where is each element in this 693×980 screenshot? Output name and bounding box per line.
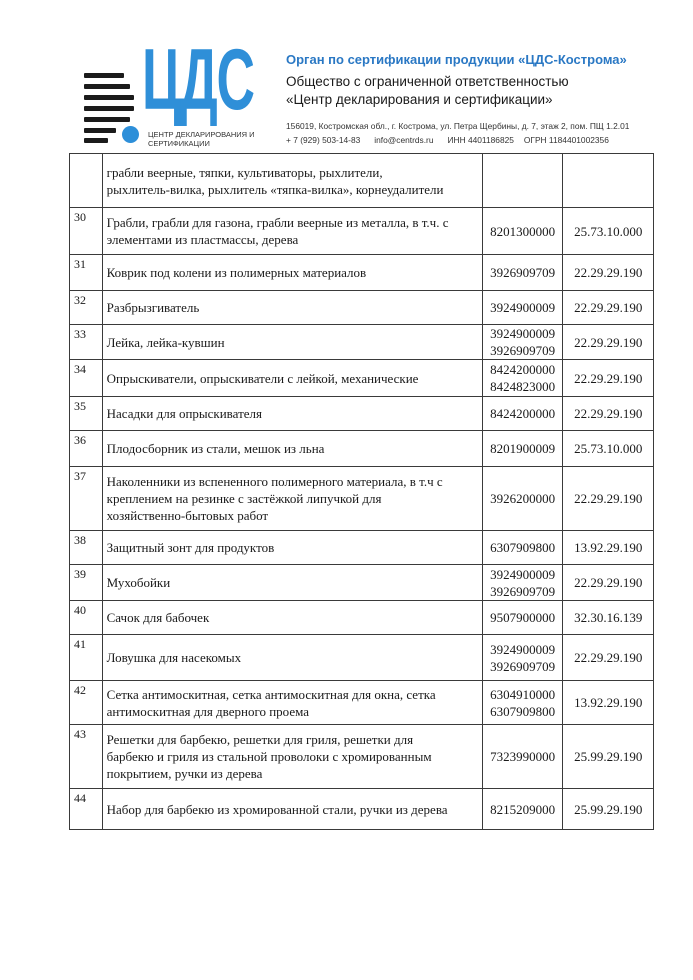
logo-bar — [84, 138, 108, 143]
okpd2-code: 13.92.29.190 — [574, 540, 643, 555]
email-address: info@centrds.ru — [374, 135, 434, 145]
okpd2-code-cell — [563, 725, 654, 789]
tn-ved-code: 3924900009 3926909709 — [490, 566, 556, 599]
row-number-cell — [70, 531, 103, 565]
product-name: Лейка, лейка-кувшин — [106, 334, 225, 350]
row-number: 31 — [74, 257, 86, 271]
okpd2-code-cell — [563, 789, 654, 830]
product-table — [69, 153, 654, 830]
logo-bar — [84, 117, 130, 122]
product-name-cell — [102, 325, 482, 360]
okpd2-code-cell — [563, 635, 654, 681]
row-number: 39 — [74, 567, 86, 581]
logo-wordmark: ЦДС — [142, 32, 254, 128]
logo-bar — [84, 128, 116, 133]
product-name-cell — [102, 154, 482, 208]
tn-ved-code-cell — [482, 635, 563, 681]
tn-ved-code-cell — [482, 397, 563, 431]
okpd2-code: 25.99.29.190 — [574, 749, 643, 764]
okpd2-code-cell — [563, 431, 654, 467]
row-number-cell — [70, 360, 103, 397]
okpd2-code-cell — [563, 601, 654, 635]
okpd2-code: 22.29.29.190 — [574, 334, 643, 350]
product-name-cell — [102, 255, 482, 291]
row-number-cell — [70, 467, 103, 531]
row-number-cell — [70, 291, 103, 325]
product-name-cell — [102, 565, 482, 601]
table-row — [70, 467, 654, 531]
tn-ved-code: 8215209000 — [490, 801, 556, 817]
product-name: Коврик под колени из полимерных материалов — [106, 265, 367, 280]
okpd2-code-cell — [563, 397, 654, 431]
row-number-cell — [70, 635, 103, 681]
table-row — [70, 360, 654, 397]
okpd2-code: 22.29.29.190 — [574, 300, 643, 315]
product-name: Грабли, грабли для газона, грабли веерные из металла, в т.ч. с элементами из пластмассы, дерева — [106, 215, 449, 247]
row-number: 40 — [74, 603, 86, 617]
product-name: Решетки для барбекю, решетки для гриля, решетки для барбекю и гриля из стальной проволоки с хромированным покрытием, ручки из дерева — [106, 732, 432, 781]
tn-ved-code-cell — [482, 325, 563, 360]
table-row — [70, 208, 654, 255]
row-number-cell — [70, 789, 103, 830]
okpd2-code-cell — [563, 360, 654, 397]
company-legal-form: Общество с ограниченной ответственностью — [286, 74, 569, 89]
tn-ved-code: 3926909709 — [490, 265, 556, 280]
product-name-cell — [102, 467, 482, 531]
table-row — [70, 154, 654, 208]
okpd2-code: 22.29.29.190 — [574, 650, 643, 665]
product-name: Защитный зонт для продуктов — [106, 540, 275, 555]
row-number-cell — [70, 397, 103, 431]
okpd2-code: 25.99.29.190 — [574, 801, 643, 817]
product-name-cell — [102, 725, 482, 789]
row-number-cell — [70, 255, 103, 291]
product-name: грабли веерные, тяпки, культиваторы, рыхлители, рыхлитель-вилка, рыхлитель «тяпка-вилка», корнеудалители — [106, 164, 444, 197]
tn-ved-code-cell — [482, 154, 563, 208]
tn-ved-code: 3926200000 — [490, 491, 556, 506]
row-number: 41 — [74, 637, 86, 651]
tn-ved-code: 7323990000 — [490, 749, 556, 764]
product-name-cell — [102, 531, 482, 565]
product-name: Ловушка для насекомых — [106, 650, 242, 665]
row-number: 30 — [74, 210, 86, 224]
row-number-cell — [70, 725, 103, 789]
okpd2-code-cell — [563, 154, 654, 208]
logo-bar — [84, 84, 130, 89]
tn-ved-code: 9507900000 — [490, 610, 556, 625]
inn-number: ИНН 4401186825 — [447, 135, 514, 145]
okpd2-code: 22.29.29.190 — [574, 370, 643, 386]
product-name-cell — [102, 635, 482, 681]
tn-ved-code-cell — [482, 531, 563, 565]
product-name: Наколенники из вспененного полимерного материала, в т.ч с креплением на резинке с застёжкой липучкой для хозяйственно-бытовых работ — [106, 474, 443, 523]
tn-ved-code-cell — [482, 467, 563, 531]
table-row — [70, 601, 654, 635]
phone-number: + 7 (929) 503-14-83 — [286, 135, 361, 145]
row-number: 35 — [74, 399, 86, 413]
company-address: 156019, Костромская обл., г. Кострома, ул. Петра Щербины, д. 7, этаж 2, пом. ПЩ 1.2.01 — [286, 121, 630, 131]
row-number-cell — [70, 681, 103, 725]
okpd2-code-cell — [563, 208, 654, 255]
row-number-cell — [70, 431, 103, 467]
tn-ved-code: 3924900009 — [490, 300, 556, 315]
row-number: 33 — [74, 327, 86, 341]
row-number-cell — [70, 154, 103, 208]
okpd2-code: 22.29.29.190 — [574, 575, 643, 590]
table-row — [70, 565, 654, 601]
certification-body-name: Орган по сертификации продукции «ЦДС-Кострома» — [286, 52, 627, 67]
table-row — [70, 397, 654, 431]
row-number: 36 — [74, 433, 86, 447]
tn-ved-code-cell — [482, 601, 563, 635]
okpd2-code-cell — [563, 531, 654, 565]
company-logo — [84, 32, 255, 148]
tn-ved-code-cell — [482, 255, 563, 291]
product-name-cell — [102, 397, 482, 431]
tn-ved-code-cell — [482, 208, 563, 255]
product-name: Сачок для бабочек — [106, 610, 210, 625]
okpd2-code-cell — [563, 467, 654, 531]
row-number-cell — [70, 601, 103, 635]
tn-ved-code-cell — [482, 360, 563, 397]
contact-line — [286, 133, 629, 147]
tn-ved-code-cell — [482, 725, 563, 789]
row-number: 44 — [74, 791, 86, 805]
row-number-cell — [70, 208, 103, 255]
tn-ved-code: 8424200000 8424823000 — [490, 362, 556, 394]
row-number: 38 — [74, 533, 86, 547]
product-name: Опрыскиватели, опрыскиватели с лейкой, механические — [106, 370, 419, 386]
logo-bar — [84, 106, 134, 111]
product-name-cell — [102, 601, 482, 635]
row-number: 34 — [74, 362, 86, 376]
okpd2-code: 13.92.29.190 — [574, 695, 643, 710]
okpd2-code-cell — [563, 255, 654, 291]
tn-ved-code-cell — [482, 565, 563, 601]
tn-ved-code: 6304910000 6307909800 — [490, 686, 556, 719]
product-name-cell — [102, 431, 482, 467]
row-number: 43 — [74, 727, 86, 741]
organization-block — [286, 52, 627, 109]
table-row — [70, 291, 654, 325]
okpd2-code: 22.29.29.190 — [574, 491, 643, 506]
okpd2-code: 22.29.29.190 — [574, 265, 643, 280]
tn-ved-code-cell — [482, 681, 563, 725]
product-name: Разбрызгиватель — [106, 300, 200, 315]
row-number: 32 — [74, 293, 86, 307]
table-row — [70, 681, 654, 725]
table-row — [70, 635, 654, 681]
table-row — [70, 531, 654, 565]
okpd2-code-cell — [563, 681, 654, 725]
tn-ved-code: 3924900009 3926909709 — [490, 326, 556, 358]
ogrn-number: ОГРН 1184401002356 — [523, 135, 609, 145]
product-name: Сетка антимоскитная, сетка антимоскитная для окна, сетка антимоскитная для дверного проема — [106, 686, 436, 719]
row-number-cell — [70, 325, 103, 360]
row-number: 37 — [74, 469, 86, 483]
okpd2-code-cell — [563, 565, 654, 601]
row-number-cell — [70, 565, 103, 601]
tn-ved-code: 8424200000 — [490, 406, 556, 421]
okpd2-code: 32.30.16.139 — [574, 610, 643, 625]
product-name-cell — [102, 208, 482, 255]
okpd2-code-cell — [563, 291, 654, 325]
logo-bar — [84, 95, 134, 100]
tn-ved-code: 3924900009 3926909709 — [490, 641, 556, 674]
table-row — [70, 325, 654, 360]
product-name-cell — [102, 789, 482, 830]
table-row — [70, 255, 654, 291]
product-name: Насадки для опрыскивателя — [106, 406, 263, 421]
company-name: «Центр декларирования и сертификации» — [286, 92, 553, 107]
contact-block — [286, 119, 629, 147]
tn-ved-code-cell — [482, 291, 563, 325]
tn-ved-code-cell — [482, 431, 563, 467]
product-name-cell — [102, 291, 482, 325]
product-name: Плодосборник из стали, мешок из льна — [106, 441, 325, 456]
logo-subtitle: ЦЕНТР ДЕКЛАРИРОВАНИЯ И СЕРТИФИКАЦИИ — [148, 130, 255, 148]
logo-dot-icon — [122, 126, 139, 143]
product-name: Набор для барбекю из хромированной стали, ручки из дерева — [106, 801, 448, 817]
okpd2-code-cell — [563, 325, 654, 360]
product-name-cell — [102, 360, 482, 397]
tn-ved-code: 8201900009 — [490, 441, 556, 456]
okpd2-code: 25.73.10.000 — [574, 223, 643, 239]
tn-ved-code: 6307909800 — [490, 540, 556, 555]
logo-bar — [84, 73, 124, 78]
table-row — [70, 431, 654, 467]
tn-ved-code-cell — [482, 789, 563, 830]
table-row — [70, 789, 654, 830]
table-row — [70, 725, 654, 789]
product-name: Мухобойки — [106, 575, 171, 590]
okpd2-code: 22.29.29.190 — [574, 406, 643, 421]
product-name-cell — [102, 681, 482, 725]
tn-ved-code: 8201300000 — [490, 223, 556, 239]
okpd2-code: 25.73.10.000 — [574, 441, 643, 456]
row-number: 42 — [74, 683, 86, 697]
